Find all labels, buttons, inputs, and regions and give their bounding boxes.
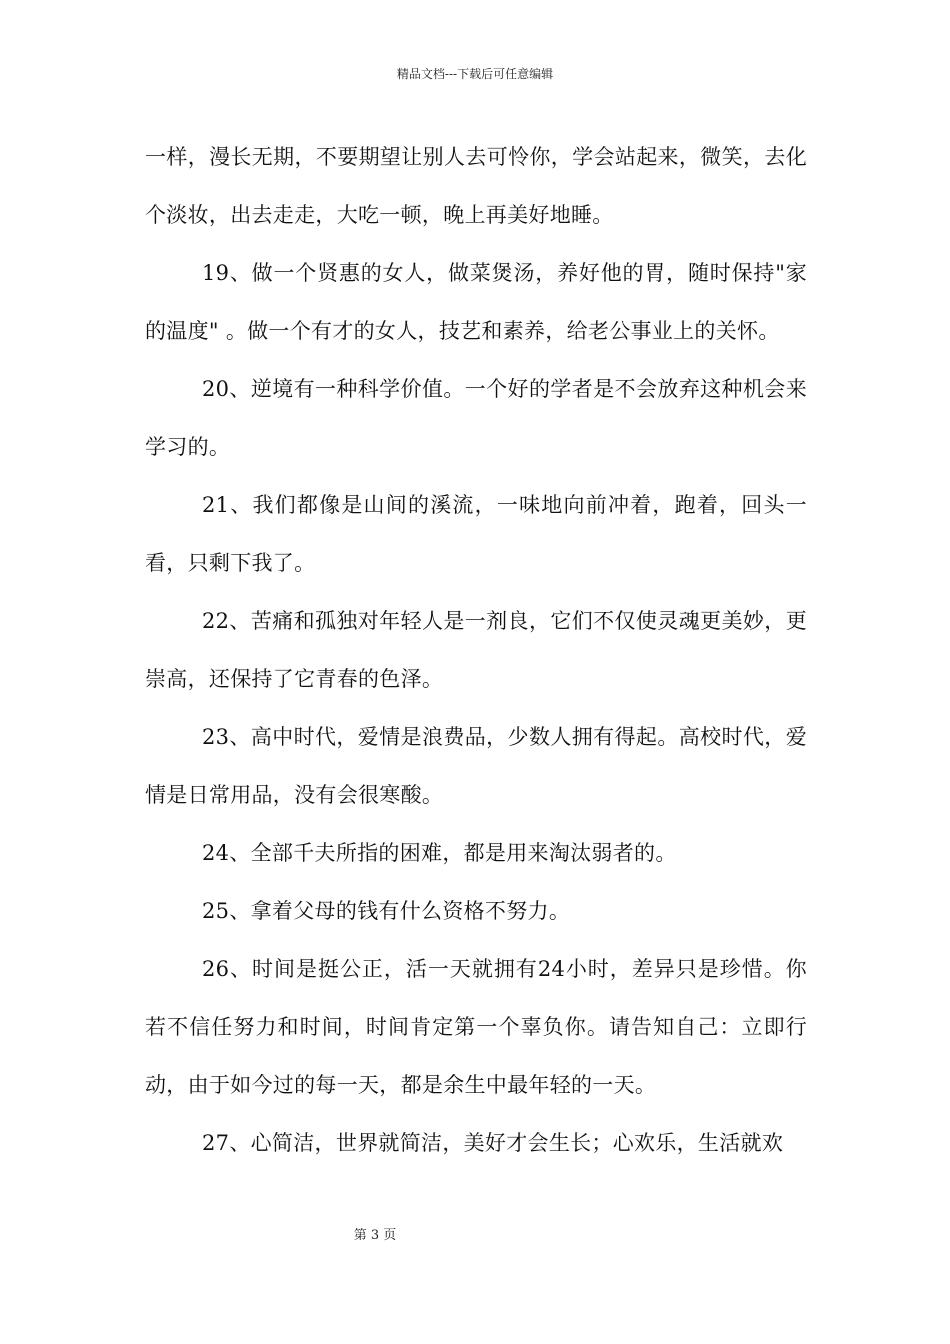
paragraph: 22、苦痛和孤独对年轻人是一剂良，它们不仅使灵魂更美妙，更崇高，还保持了它青春的色泽。 [145,609,807,691]
page-header: 精品文档---下载后可任意编辑 [396,67,554,81]
paragraph: 一样，漫长无期，不要期望让别人去可怜你，学会站起来，微笑，去化个淡妆，出去走走，大吃一顿，晚上再美好地睡。 [145,145,807,227]
paragraph: 26、时间是挺公正，活一天就拥有24小时，差异只是珍惜。你若不信任努力和时间，时间肯定第一个辜负你。请告知自己：立即行动，由于如今过的每一天，都是余生中最年轻的一天。 [145,957,807,1097]
page-number: 第 3 页 [353,1228,397,1243]
paragraph: 21、我们都像是山间的溪流，一味地向前冲着，跑着，回头一看，只剩下我了。 [145,493,807,575]
paragraph: 20、逆境有一种科学价值。一个好的学者是不会放弃这种机会来学习的。 [145,377,807,459]
paragraph: 27、心简洁，世界就简洁，美好才会生长；心欢乐，生活就欢 [202,1131,784,1155]
paragraph: 19、做一个贤惠的女人，做菜煲汤，养好他的胃，随时保持"家的温度" 。做一个有才的女人，技艺和素养，给老公事业上的关怀。 [145,261,807,343]
paragraph: 24、全部千夫所指的困难，都是用来淘汰弱者的。 [202,841,677,865]
document-body [145,128,807,1172]
paragraph: 23、高中时代，爱情是浪费品，少数人拥有得起。高校时代，爱情是日常用品，没有会很寒酸。 [145,725,807,807]
paragraph: 25、拿着父母的钱有什么资格不努力。 [202,899,571,923]
